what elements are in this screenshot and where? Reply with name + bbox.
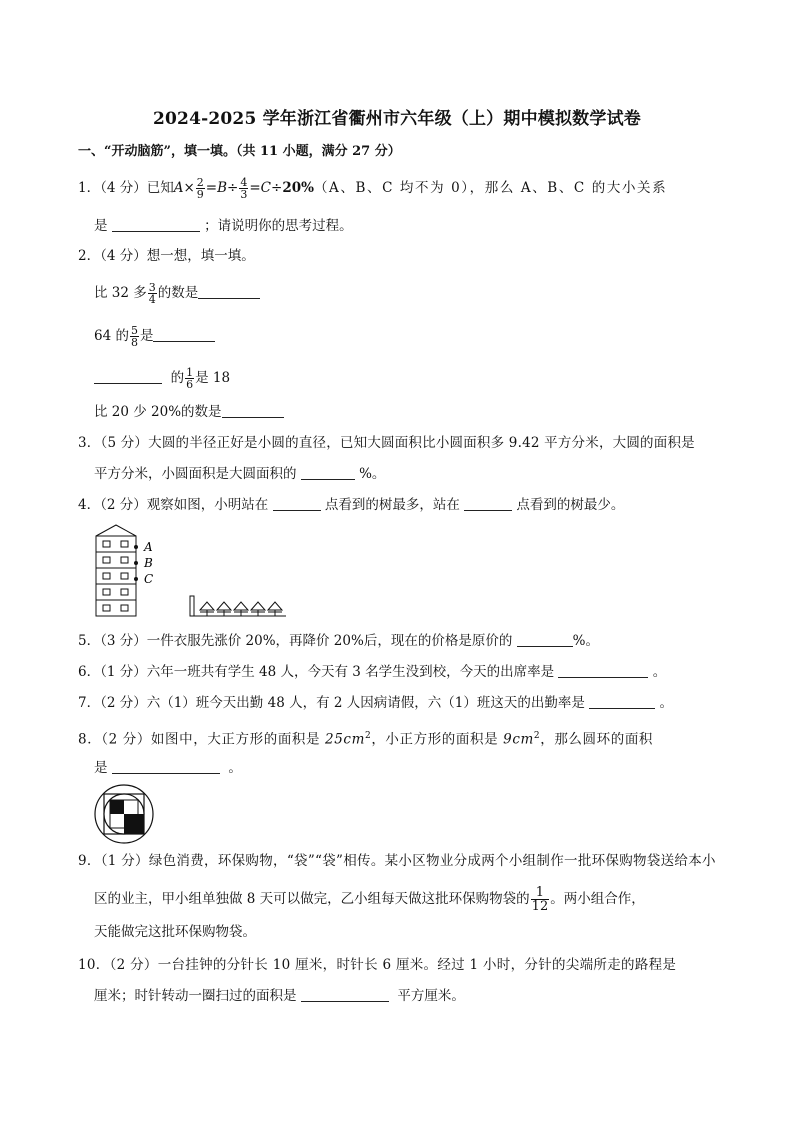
answer-blank-q4a[interactable] <box>273 496 321 511</box>
question-3-line-1: 3．（5 分）大圆的半径正好是小圆的直径，已知大圆面积比小圆面积多 9.42 平方分米，大圆的面积是 <box>78 435 695 451</box>
question-2-part-a: 比 32 多 $\frac{3}{4}$ 的数是 <box>94 282 260 305</box>
answer-blank-q2a[interactable] <box>198 284 260 299</box>
answer-blank-q1[interactable] <box>112 217 200 232</box>
fraction-2-9: $\frac{2}{9}$ <box>196 176 204 201</box>
question-2-part-d: 比 20 少 20%的数是 <box>94 402 284 422</box>
question-8-line-1: 8．（2 分）如图中，大正方形的面积是 $25cm^2$，小正方形的面积是 $9cm^2$，那么圆环的面积 <box>78 731 654 748</box>
ring-square-figure <box>92 782 156 846</box>
tree-row-icon <box>194 602 286 616</box>
point-label-c: C <box>144 572 154 586</box>
answer-blank-q10[interactable] <box>301 987 389 1002</box>
fraction-1-6: $\frac{1}{6}$ <box>186 366 194 391</box>
question-9-line-3: 天能做完这批环保购物袋。 <box>94 924 256 940</box>
answer-blank-q7[interactable] <box>589 694 655 709</box>
fraction-5-8: $\frac{5}{8}$ <box>130 324 138 349</box>
answer-blank-q2d[interactable] <box>222 403 284 418</box>
question-2-part-b: 64 的 $\frac{5}{8}$ 是 <box>94 325 215 348</box>
question-7: 7．（2 分）六（1）班今天出勤 48 人，有 2 人因病请假，六（1）班这天的出勤率是 。 <box>78 695 673 711</box>
answer-blank-q2c[interactable] <box>94 369 162 384</box>
question-2-part-c: 的 $\frac{1}{6}$ 是 18 <box>94 367 230 390</box>
answer-blank-q3[interactable] <box>301 465 355 480</box>
question-9-line-1: 9．（1 分）绿色消费，环保购物，“袋”“袋”相传。某小区物业分成两个小组制作一批环保购物袋送给本小 <box>78 853 716 869</box>
question-2-head: 2．（4 分）想一想，填一填。 <box>78 248 255 264</box>
point-label-b: B <box>144 556 153 570</box>
answer-blank-q5[interactable] <box>517 632 573 647</box>
exam-title: 2024-2025 学年浙江省衢州市六年级（上）期中模拟数学试卷 <box>152 109 641 129</box>
question-9-line-2: 区的业主，甲小组单独做 8 天可以做完，乙小组每天做这批环保购物袋的 $\frac{1}{12}$ 。两小组合作， <box>94 885 645 914</box>
question-1-line-1: 1．（4 分）已知A× $\frac{2}{9}$ =B÷ $\frac{4}{3}$ =C÷20%（A、B、C 均不为 0），那么 A、B、C 的大小关系 <box>78 176 668 201</box>
point-label-a: A <box>144 540 153 554</box>
section-heading: 一、“开动脑筋”，填一填。（共 11 小题，满分 27 分） <box>78 144 401 159</box>
answer-blank-q8[interactable] <box>112 759 220 774</box>
question-6: 6．（1 分）六年一班共有学生 48 人，今天有 3 名学生没到校，今天的出席率是 。 <box>78 664 667 680</box>
question-3-line-2: 平方分米，小圆面积是大圆面积的 %。 <box>94 466 386 482</box>
question-1-line-2: 是 ；请说明你的思考过程。 <box>94 218 353 234</box>
answer-blank-q2b[interactable] <box>153 327 215 342</box>
answer-blank-q4b[interactable] <box>464 496 512 511</box>
question-4-text: 4．（2 分）观察如图，小明站在 点看到的树最多，站在 点看到的树最少。 <box>78 497 625 513</box>
fraction-3-4: $\frac{3}{4}$ <box>148 281 156 306</box>
question-8-line-2: 是 。 <box>94 760 242 776</box>
question-10-line-2: 厘米；时针转动一圈扫过的面积是 平方厘米。 <box>94 988 465 1004</box>
question-10-line-1: 10．（2 分）一台挂钟的分针长 10 厘米，时针长 6 厘米。经过 1 小时，分针的尖端所走的路程是 <box>78 957 677 973</box>
fraction-4-3: $\frac{4}{3}$ <box>240 176 248 201</box>
fraction-1-12: $\frac{1}{12}$ <box>531 885 549 914</box>
answer-blank-q6[interactable] <box>558 663 648 678</box>
building-trees-figure <box>90 522 300 622</box>
question-5: 5．（3 分）一件衣服先涨价 20%，再降价 20%后，现在的价格是原价的 %。 <box>78 633 599 649</box>
